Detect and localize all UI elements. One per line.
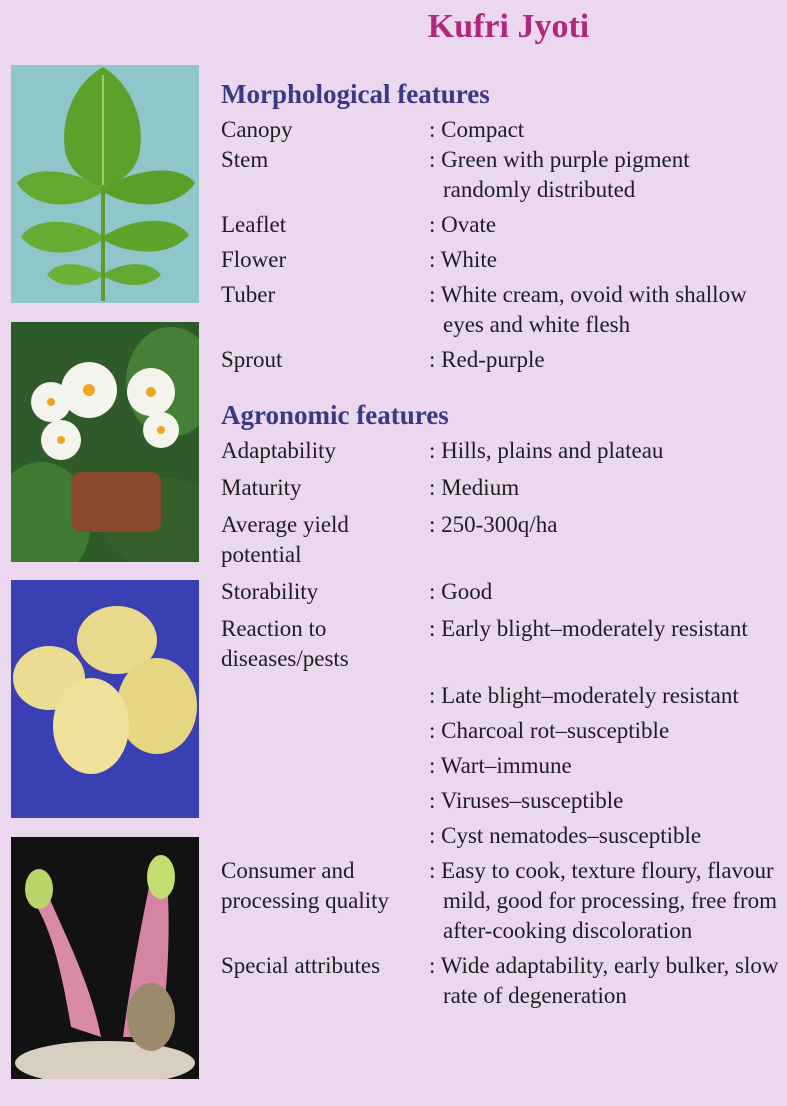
feature-label: Canopy	[221, 117, 293, 142]
feature-value: : Cyst nematodes–susceptible	[429, 823, 702, 848]
feature-label	[221, 786, 429, 816]
feature-value: : Wart–immune	[429, 753, 572, 778]
list-item	[221, 280, 781, 340]
feature-value: : Green with purple pigment randomly distributed	[429, 147, 690, 202]
list-item	[221, 614, 781, 674]
list-item	[221, 716, 781, 746]
feature-label: Special attributes	[221, 953, 381, 978]
feature-label: Stem	[221, 147, 269, 172]
list-item	[221, 510, 781, 570]
list-item	[221, 821, 781, 851]
list-item	[221, 473, 781, 503]
feature-value: : Red-purple	[429, 347, 545, 372]
feature-label: Tuber	[221, 282, 276, 307]
list-item	[221, 345, 781, 375]
feature-value: : 250-300q/ha	[429, 512, 558, 537]
list-item	[221, 951, 781, 1011]
feature-label	[221, 716, 429, 746]
feature-value: : Wide adaptability, early bulker, slow rate of degeneration	[429, 953, 779, 1008]
feature-value: : Hills, plains and plateau	[429, 438, 664, 463]
tuber-photo	[11, 580, 199, 818]
feature-label: Sprout	[221, 347, 283, 372]
feature-label: Storability	[221, 579, 319, 604]
feature-value: : Viruses–susceptible	[429, 788, 624, 813]
feature-value: : Good	[429, 579, 493, 604]
list-item	[221, 210, 781, 240]
feature-label	[221, 821, 429, 851]
feature-value: : Easy to cook, texture floury, flavour mild, good for processing, free from after-cooking discoloration	[429, 858, 778, 943]
feature-label: Flower	[221, 247, 287, 272]
feature-value: : White	[429, 247, 497, 272]
page-title: Kufri Jyoti	[427, 8, 590, 45]
flower-photo	[11, 322, 199, 562]
feature-value: : Ovate	[429, 212, 497, 237]
agronomic-heading: Agronomic features	[221, 400, 449, 430]
feature-label: Consumer and processing quality	[221, 858, 389, 913]
agronomic-list	[221, 436, 781, 1011]
list-item	[221, 751, 781, 781]
feature-label: Adaptability	[221, 438, 336, 463]
list-item	[221, 681, 781, 711]
feature-list	[221, 78, 781, 1011]
list-item	[221, 786, 781, 816]
list-item	[221, 115, 781, 145]
feature-value: : Early blight–moderately resistant	[429, 616, 748, 641]
feature-value: : Charcoal rot–susceptible	[429, 718, 670, 743]
feature-value: : White cream, ovoid with shallow eyes and white flesh	[429, 282, 747, 337]
feature-label: Reaction to diseases/pests	[221, 616, 349, 671]
morphological-list	[221, 115, 781, 375]
feature-label: Leaflet	[221, 212, 287, 237]
sprout-photo	[11, 837, 199, 1079]
morphological-heading: Morphological features	[221, 79, 490, 109]
list-item	[221, 245, 781, 275]
list-item	[221, 577, 781, 607]
feature-label: Average yield potential	[221, 512, 349, 567]
leaf-photo	[11, 65, 199, 303]
feature-label	[221, 751, 429, 781]
feature-value: : Medium	[429, 475, 520, 500]
feature-label: Maturity	[221, 475, 302, 500]
list-item	[221, 145, 781, 205]
feature-value: : Late blight–moderately resistant	[429, 683, 739, 708]
list-item	[221, 856, 781, 946]
list-item	[221, 436, 781, 466]
feature-value: : Compact	[429, 117, 525, 142]
feature-label	[221, 681, 429, 711]
